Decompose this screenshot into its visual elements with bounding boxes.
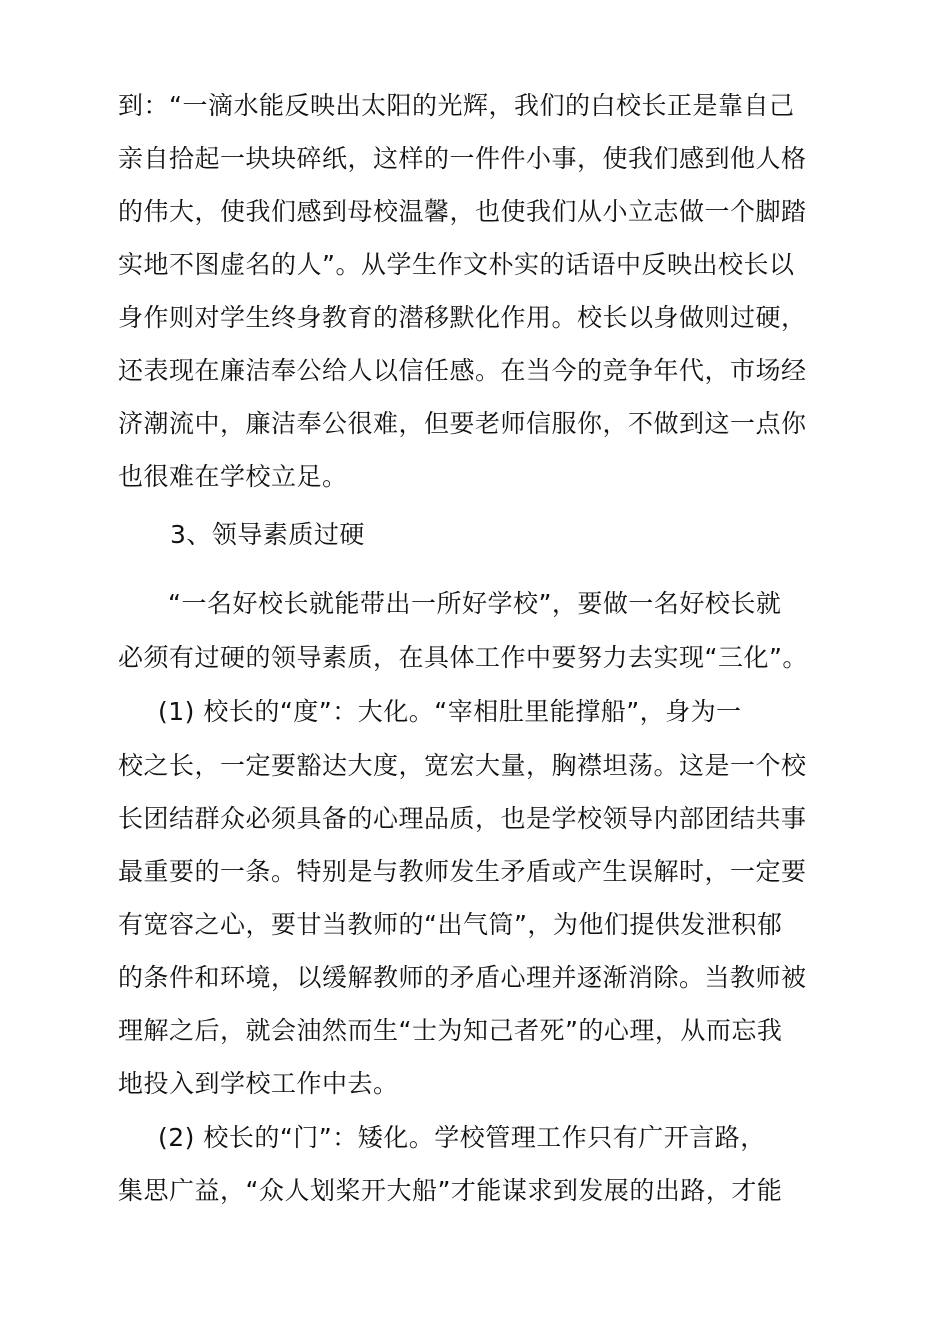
text-line: 身作则对学生终身教育的潜移默化作用。校长以身做则过硬， <box>118 303 807 332</box>
text-line: 实地不图虚名的人”。从学生作文朴实的话语中反映出校长以 <box>118 250 795 279</box>
text-line: (1) 校长的“度”：大化。“宰相肚里能撑船”，身为一 <box>158 697 742 726</box>
text-line: (2) 校长的“门”：矮化。学校管理工作只有广开言路， <box>158 1123 766 1152</box>
section-heading: 3、领导素质过硬 <box>170 520 365 549</box>
text-line: 还表现在廉洁奉公给人以信任感。在当今的竞争年代，市场经 <box>118 356 807 385</box>
text-line: 到：“一滴水能反映出太阳的光辉，我们的白校长正是靠自己 <box>118 91 795 120</box>
text-line: 地投入到学校工作中去。 <box>118 1069 399 1098</box>
text-line: 也很难在学校立足。 <box>118 462 348 491</box>
text-line: 亲自拾起一块块碎纸，这样的一件件小事，使我们感到他人格 <box>118 144 807 173</box>
text-line: 有宽容之心，要甘当教师的“出气筒”，为他们提供发泄积郁 <box>118 910 783 939</box>
text-line: 的条件和环境，以缓解教师的矛盾心理并逐渐消除。当教师被 <box>118 963 807 992</box>
text-line: 济潮流中，廉洁奉公很难，但要老师信服你，不做到这一点你 <box>118 409 807 438</box>
text-line: 最重要的一条。特别是与教师发生矛盾或产生误解时，一定要 <box>118 857 807 886</box>
text-line: 集思广益，“众人划桨开大船”才能谋求到发展的出路，才能 <box>118 1176 783 1205</box>
text-line: 必须有过硬的领导素质，在具体工作中要努力去实现“三化”。 <box>118 643 808 672</box>
text-line: “一名好校长就能带出一所好学校”，要做一名好校长就 <box>168 589 782 618</box>
text-line: 理解之后，就会油然而生“士为知己者死”的心理，从而忘我 <box>118 1016 783 1045</box>
text-line: 的伟大，使我们感到母校温馨，也使我们从小立志做一个脚踏 <box>118 197 807 226</box>
text-line: 长团结群众必须具备的心理品质，也是学校领导内部团结共事 <box>118 804 807 833</box>
text-line: 校之长，一定要豁达大度，宽宏大量，胸襟坦荡。这是一个校 <box>118 751 807 780</box>
